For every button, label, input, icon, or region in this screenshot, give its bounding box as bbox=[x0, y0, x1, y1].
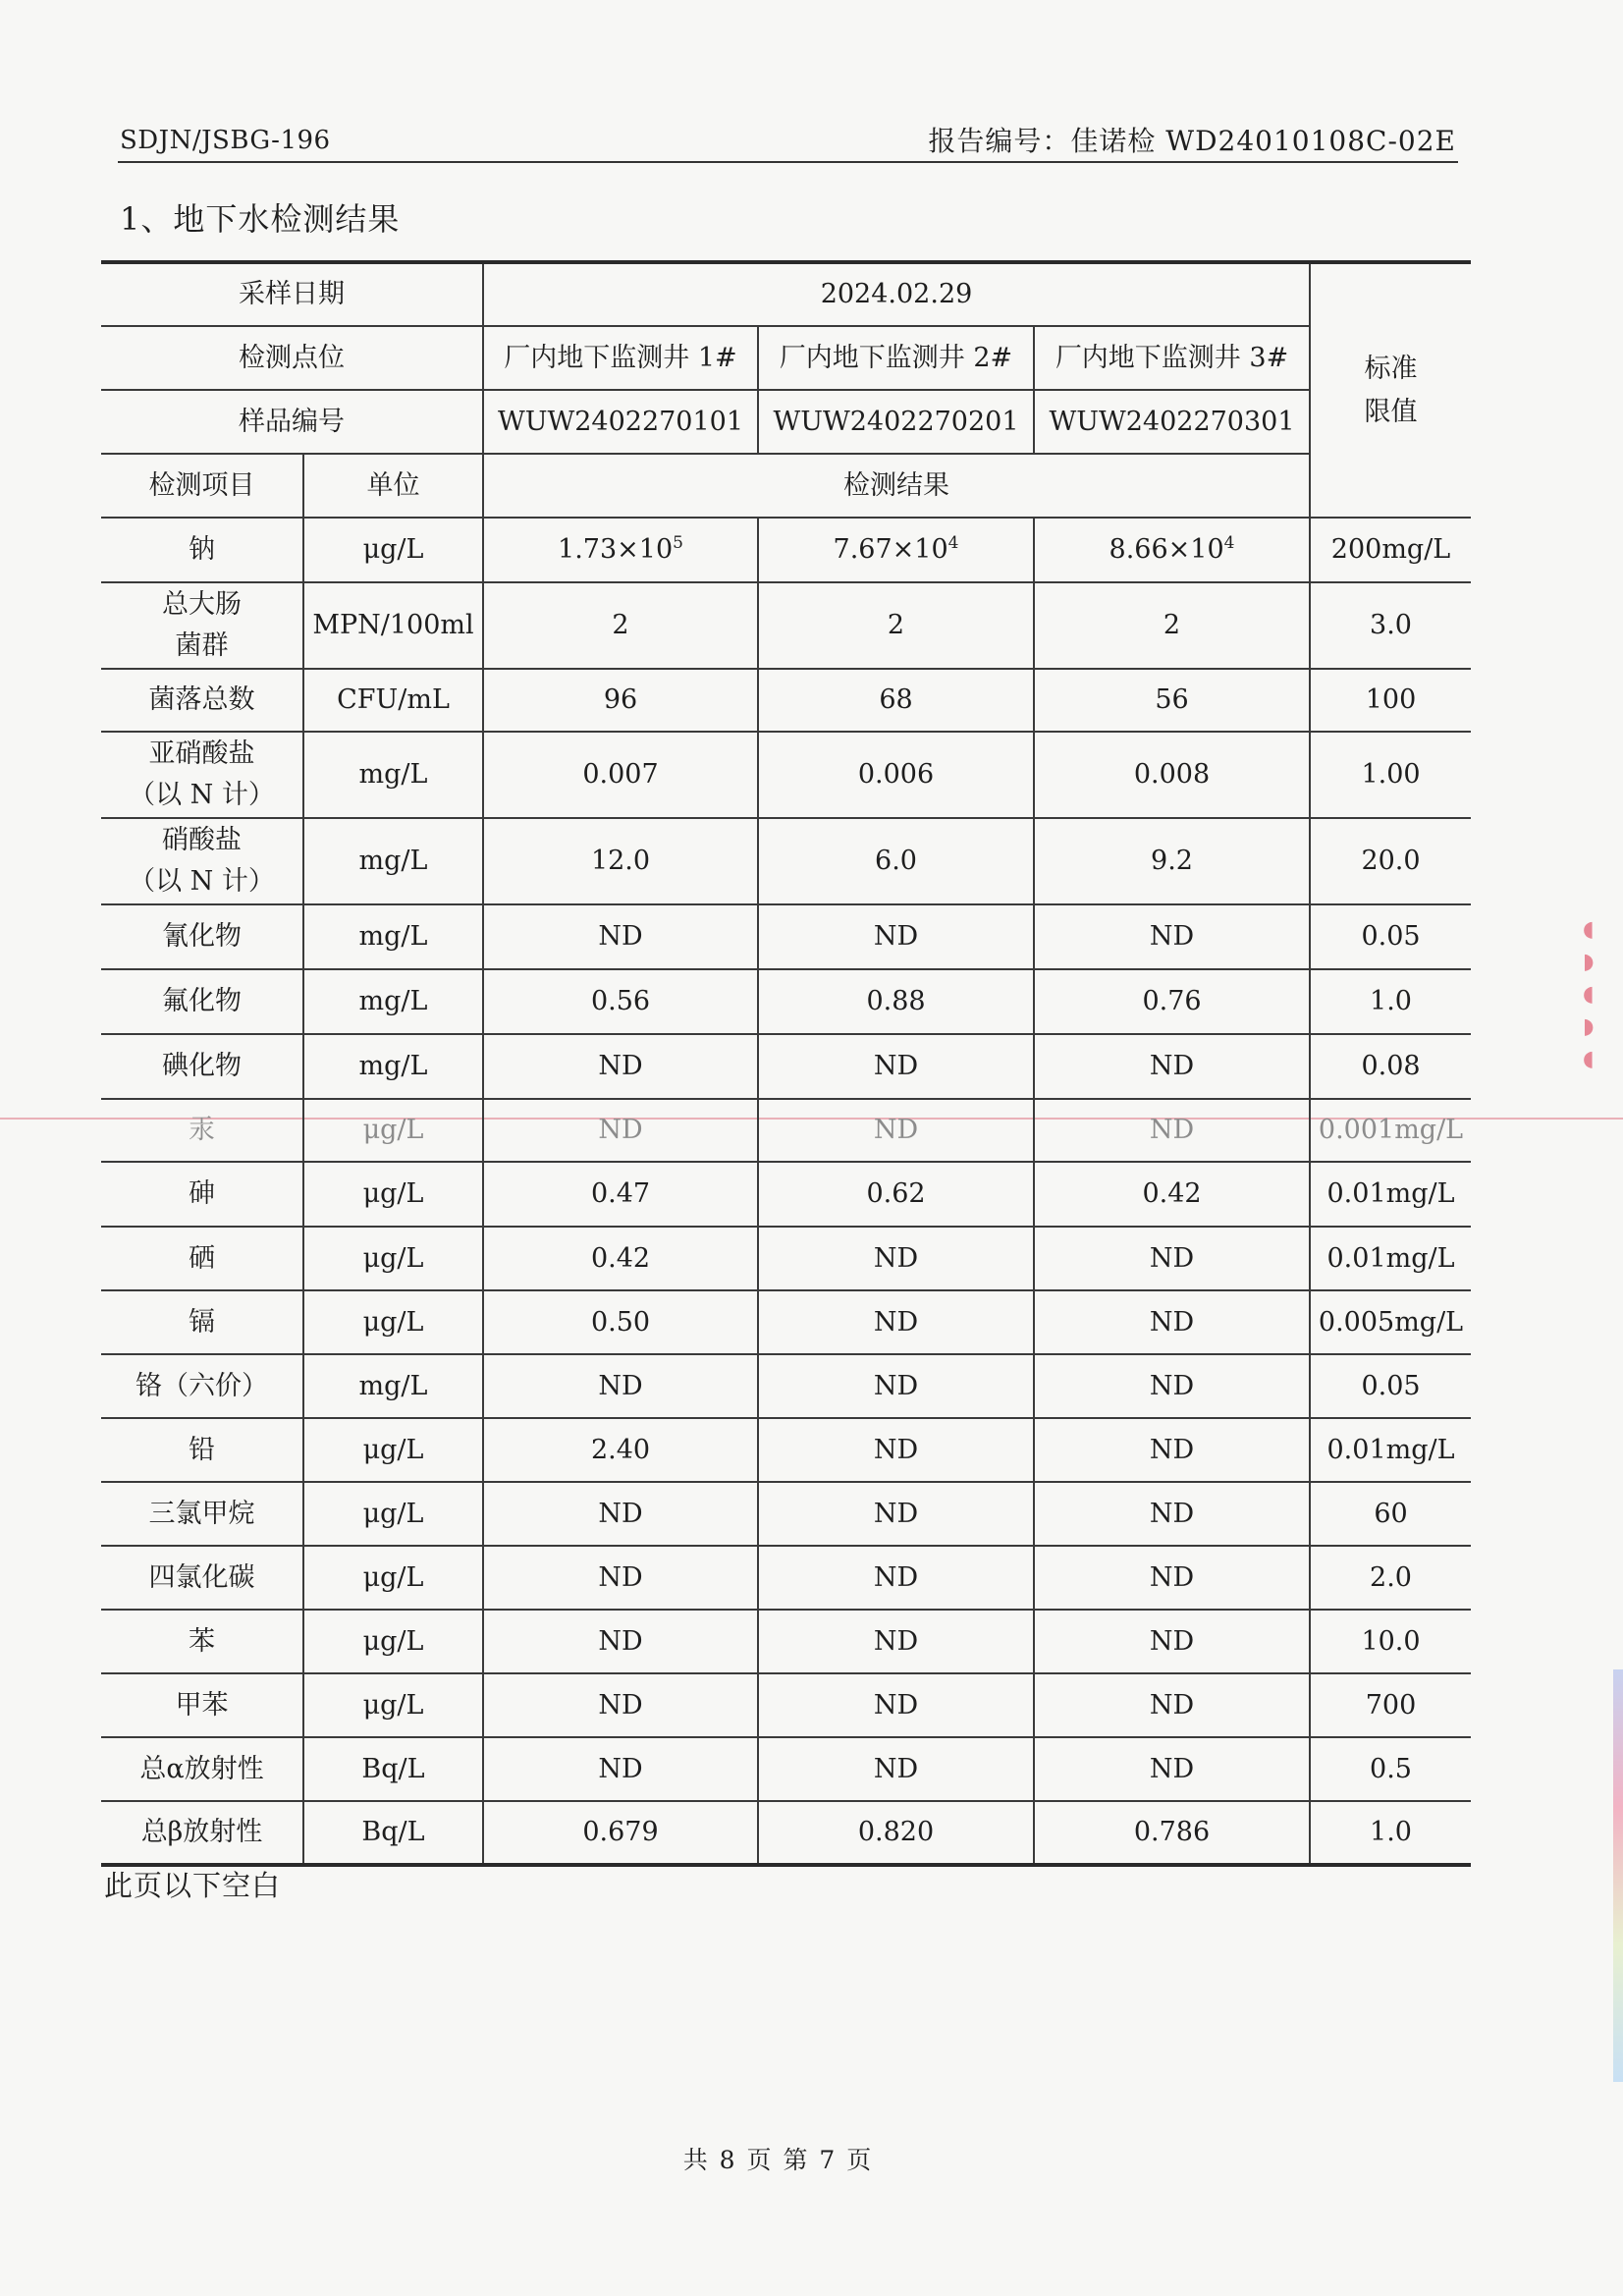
standard-limit-cell: 0.5 bbox=[1310, 1737, 1471, 1801]
sampling-date-row bbox=[101, 262, 1471, 326]
item-name: 三氯甲烷 bbox=[101, 1482, 303, 1546]
result-cell-1: 0.56 bbox=[483, 969, 758, 1034]
result-cell-2: ND bbox=[758, 1099, 1034, 1162]
item-name: 氟化物 bbox=[101, 969, 303, 1034]
result-cell-2: ND bbox=[758, 1546, 1034, 1610]
result-cell-3: 0.76 bbox=[1034, 969, 1310, 1034]
result-cell-1: ND bbox=[483, 1673, 758, 1737]
result-cell-3: 56 bbox=[1034, 669, 1310, 732]
result-cell-1: 0.50 bbox=[483, 1290, 758, 1354]
table-row bbox=[101, 904, 1471, 969]
result-cell-2: 0.820 bbox=[758, 1801, 1034, 1865]
unit-cell: mg/L bbox=[303, 1034, 483, 1099]
exponent: 5 bbox=[673, 533, 683, 554]
table-row bbox=[101, 1162, 1471, 1227]
result-cell-2: ND bbox=[758, 1610, 1034, 1673]
scan-edge-strip bbox=[1613, 1669, 1623, 2082]
unit-cell: mg/L bbox=[303, 818, 483, 904]
result-cell-3: ND bbox=[1034, 1290, 1310, 1354]
unit-cell: μg/L bbox=[303, 1482, 483, 1546]
unit-cell: μg/L bbox=[303, 518, 483, 582]
unit-cell: Bq/L bbox=[303, 1801, 483, 1865]
item-name: 氰化物 bbox=[101, 904, 303, 969]
point-1: 厂内地下监测井 1# bbox=[483, 326, 758, 390]
result-cell-3: ND bbox=[1034, 1099, 1310, 1162]
result-cell-1: $1.73\times 10^5$ bbox=[483, 518, 758, 582]
result-cell-1: ND bbox=[483, 1034, 758, 1099]
point-3: 厂内地下监测井 3# bbox=[1034, 326, 1310, 390]
result-cell-1: 96 bbox=[483, 669, 758, 732]
unit-cell: μg/L bbox=[303, 1418, 483, 1482]
standard-limit-cell: 0.08 bbox=[1310, 1034, 1471, 1099]
result-cell-2: ND bbox=[758, 1227, 1034, 1290]
table-row bbox=[101, 818, 1471, 904]
result-cell-3: ND bbox=[1034, 1034, 1310, 1099]
result-cell-2: ND bbox=[758, 1737, 1034, 1801]
item-name: 硝酸盐 （以 N 计） bbox=[101, 818, 303, 904]
table-row bbox=[101, 1610, 1471, 1673]
unit-cell: mg/L bbox=[303, 904, 483, 969]
standard-limit-cell: 0.01mg/L bbox=[1310, 1227, 1471, 1290]
standard-limit-cell: 1.0 bbox=[1310, 1801, 1471, 1865]
table-row bbox=[101, 969, 1471, 1034]
result-cell-1: ND bbox=[483, 1546, 758, 1610]
item-name: 亚硝酸盐 （以 N 计） bbox=[101, 732, 303, 818]
result-cell-1: ND bbox=[483, 1354, 758, 1418]
header-rule bbox=[118, 161, 1458, 163]
unit-cell: mg/L bbox=[303, 969, 483, 1034]
table-row bbox=[101, 1737, 1471, 1801]
item-name: 钠 bbox=[101, 518, 303, 582]
sampling-date-value: 2024.02.29 bbox=[483, 262, 1310, 326]
section-title: 1、地下水检测结果 bbox=[120, 200, 401, 238]
point-2: 厂内地下监测井 2# bbox=[758, 326, 1034, 390]
result-cell-3: 0.008 bbox=[1034, 732, 1310, 818]
unit-cell: mg/L bbox=[303, 1354, 483, 1418]
result-cell-2: 68 bbox=[758, 669, 1034, 732]
result-cell-1: 0.47 bbox=[483, 1162, 758, 1227]
seal-stamp-fragment: ◖ ◗ ◖ ◗ ◖ bbox=[1583, 917, 1595, 1071]
item-name: 总α放射性 bbox=[101, 1737, 303, 1801]
result-cell-2: ND bbox=[758, 1418, 1034, 1482]
table-row bbox=[101, 1227, 1471, 1290]
table-row bbox=[101, 1482, 1471, 1546]
unit-cell: μg/L bbox=[303, 1162, 483, 1227]
result-cell-3: ND bbox=[1034, 1482, 1310, 1546]
report-number: 报告编号：佳诺检 WD24010108C-02E bbox=[928, 125, 1456, 157]
result-cell-2: 0.62 bbox=[758, 1162, 1034, 1227]
table-row bbox=[101, 518, 1471, 582]
result-cell-1: ND bbox=[483, 904, 758, 969]
result-cell-1: ND bbox=[483, 1099, 758, 1162]
result-cell-3: $8.66\times 10^4$ bbox=[1034, 518, 1310, 582]
exponent: 4 bbox=[1223, 533, 1235, 554]
table-row bbox=[101, 1034, 1471, 1099]
point-label: 检测点位 bbox=[101, 326, 483, 390]
standard-limit-cell: 60 bbox=[1310, 1482, 1471, 1546]
unit-cell: μg/L bbox=[303, 1673, 483, 1737]
sample-no-1: WUW2402270101 bbox=[483, 390, 758, 454]
standard-limit-header: 标准 限值 bbox=[1310, 262, 1471, 518]
result-cell-2: 2 bbox=[758, 582, 1034, 669]
unit-cell: μg/L bbox=[303, 1610, 483, 1673]
result-cell-3: 2 bbox=[1034, 582, 1310, 669]
item-name: 苯 bbox=[101, 1610, 303, 1673]
unit-header: 单位 bbox=[303, 454, 483, 518]
result-cell-3: ND bbox=[1034, 1227, 1310, 1290]
result-cell-2: 6.0 bbox=[758, 818, 1034, 904]
result-cell-2: 0.006 bbox=[758, 732, 1034, 818]
standard-limit-cell: 200mg/L bbox=[1310, 518, 1471, 582]
item-name: 菌落总数 bbox=[101, 669, 303, 732]
table-row bbox=[101, 1546, 1471, 1610]
blank-below-note: 此页以下空白 bbox=[104, 1869, 282, 1902]
result-cell-1: ND bbox=[483, 1610, 758, 1673]
sample-no-2: WUW2402270201 bbox=[758, 390, 1034, 454]
sample-no-row bbox=[101, 390, 1471, 454]
result-cell-3: ND bbox=[1034, 1418, 1310, 1482]
result-cell-2: ND bbox=[758, 1354, 1034, 1418]
item-name: 砷 bbox=[101, 1162, 303, 1227]
exponent: 4 bbox=[947, 533, 959, 554]
result-cell-2: $7.67\times 10^4$ bbox=[758, 518, 1034, 582]
standard-limit-cell: 100 bbox=[1310, 669, 1471, 732]
unit-cell: mg/L bbox=[303, 732, 483, 818]
result-cell-2: ND bbox=[758, 904, 1034, 969]
point-row bbox=[101, 326, 1471, 390]
page-number-footer: 共 8 页 第 7 页 bbox=[682, 2146, 874, 2174]
standard-limit-cell: 3.0 bbox=[1310, 582, 1471, 669]
unit-cell: μg/L bbox=[303, 1546, 483, 1610]
table-row bbox=[101, 582, 1471, 669]
result-cell-3: 0.42 bbox=[1034, 1162, 1310, 1227]
standard-limit-cell: 0.01mg/L bbox=[1310, 1162, 1471, 1227]
result-cell-1: 0.007 bbox=[483, 732, 758, 818]
column-header-row bbox=[101, 454, 1471, 518]
result-cell-1: 12.0 bbox=[483, 818, 758, 904]
item-name: 硒 bbox=[101, 1227, 303, 1290]
result-cell-3: ND bbox=[1034, 1673, 1310, 1737]
unit-cell: CFU/mL bbox=[303, 669, 483, 732]
standard-limit-cell: 20.0 bbox=[1310, 818, 1471, 904]
result-cell-1: ND bbox=[483, 1482, 758, 1546]
result-cell-3: 0.786 bbox=[1034, 1801, 1310, 1865]
sample-no-label: 样品编号 bbox=[101, 390, 483, 454]
result-cell-2: 0.88 bbox=[758, 969, 1034, 1034]
standard-limit-cell: 1.00 bbox=[1310, 732, 1471, 818]
table-row bbox=[101, 1099, 1471, 1162]
item-name: 总β放射性 bbox=[101, 1801, 303, 1865]
item-name: 镉 bbox=[101, 1290, 303, 1354]
result-cell-2: ND bbox=[758, 1482, 1034, 1546]
result-cell-2: ND bbox=[758, 1673, 1034, 1737]
unit-cell: Bq/L bbox=[303, 1737, 483, 1801]
unit-cell: μg/L bbox=[303, 1227, 483, 1290]
item-name: 铅 bbox=[101, 1418, 303, 1482]
table-row bbox=[101, 1290, 1471, 1354]
standard-limit-cell: 0.001mg/L bbox=[1310, 1099, 1471, 1162]
standard-limit-cell: 10.0 bbox=[1310, 1610, 1471, 1673]
table-row bbox=[101, 732, 1471, 818]
result-cell-1: 0.679 bbox=[483, 1801, 758, 1865]
table-row bbox=[101, 1418, 1471, 1482]
item-name: 碘化物 bbox=[101, 1034, 303, 1099]
sample-no-3: WUW2402270301 bbox=[1034, 390, 1310, 454]
table-row bbox=[101, 1801, 1471, 1865]
table-row bbox=[101, 1673, 1471, 1737]
unit-cell: μg/L bbox=[303, 1099, 483, 1162]
table-row bbox=[101, 669, 1471, 732]
item-name: 汞 bbox=[101, 1099, 303, 1162]
standard-limit-cell: 0.01mg/L bbox=[1310, 1418, 1471, 1482]
standard-limit-cell: 0.05 bbox=[1310, 1354, 1471, 1418]
item-name: 四氯化碳 bbox=[101, 1546, 303, 1610]
result-cell-3: ND bbox=[1034, 1354, 1310, 1418]
item-name: 甲苯 bbox=[101, 1673, 303, 1737]
standard-limit-cell: 2.0 bbox=[1310, 1546, 1471, 1610]
result-cell-3: ND bbox=[1034, 1610, 1310, 1673]
result-cell-2: ND bbox=[758, 1290, 1034, 1354]
standard-limit-cell: 0.005mg/L bbox=[1310, 1290, 1471, 1354]
groundwater-results-table bbox=[101, 260, 1471, 1867]
result-cell-3: ND bbox=[1034, 1546, 1310, 1610]
sampling-date-label: 采样日期 bbox=[101, 262, 483, 326]
result-cell-1: 2.40 bbox=[483, 1418, 758, 1482]
result-cell-2: ND bbox=[758, 1034, 1034, 1099]
result-cell-1: ND bbox=[483, 1737, 758, 1801]
item-header: 检测项目 bbox=[101, 454, 303, 518]
unit-cell: μg/L bbox=[303, 1290, 483, 1354]
result-header: 检测结果 bbox=[483, 454, 1310, 518]
result-cell-3: ND bbox=[1034, 904, 1310, 969]
standard-limit-cell: 700 bbox=[1310, 1673, 1471, 1737]
result-cell-1: 2 bbox=[483, 582, 758, 669]
document-code: SDJN/JSBG-196 bbox=[120, 126, 331, 155]
standard-limit-cell: 0.05 bbox=[1310, 904, 1471, 969]
standard-limit-cell: 1.0 bbox=[1310, 969, 1471, 1034]
item-name: 铬（六价） bbox=[101, 1354, 303, 1418]
table-row bbox=[101, 1354, 1471, 1418]
result-cell-3: 9.2 bbox=[1034, 818, 1310, 904]
result-cell-1: 0.42 bbox=[483, 1227, 758, 1290]
result-cell-3: ND bbox=[1034, 1737, 1310, 1801]
item-name: 总大肠 菌群 bbox=[101, 582, 303, 669]
unit-cell: MPN/100ml bbox=[303, 582, 483, 669]
